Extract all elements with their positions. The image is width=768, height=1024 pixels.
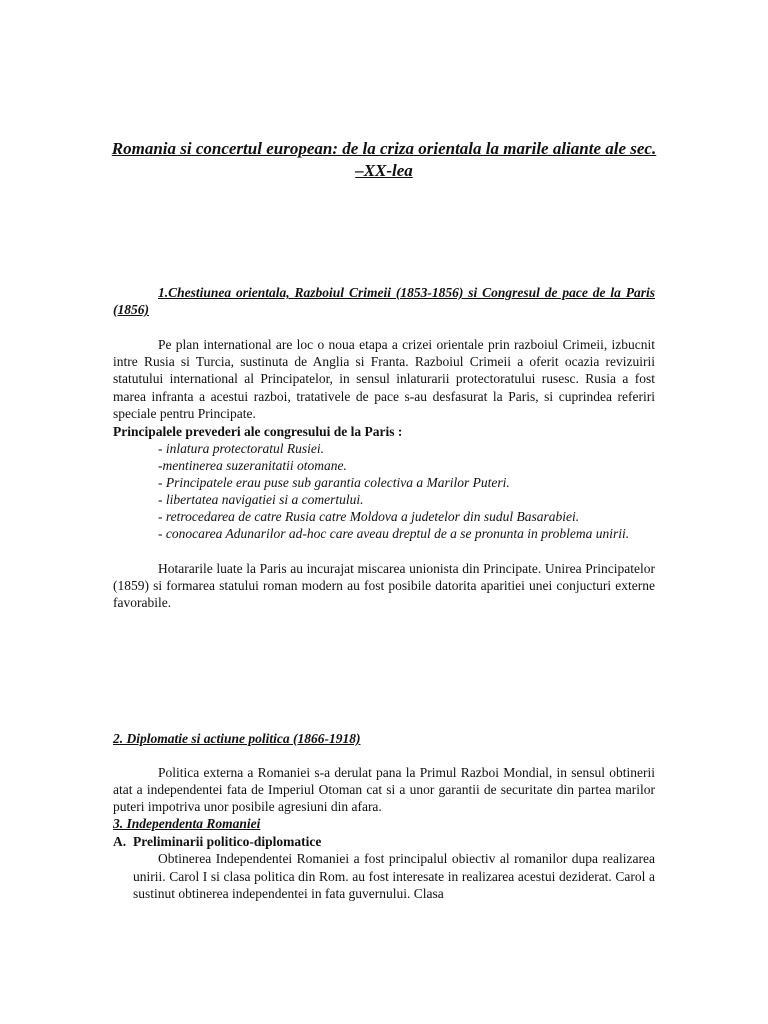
document-title: Romania si concertul european: de la criza orientala la marile aliante ale sec. –XX-lea	[111, 139, 657, 180]
subheading-text: Preliminarii politico-diplomatice	[133, 834, 322, 849]
section2-heading: 2. Diplomatie si actiune politica (1866-1918)	[113, 731, 361, 746]
section3-subheading	[113, 833, 321, 850]
list-item: - conocarea Adunarilor ad-hoc care aveau dreptul de a se pronunta in problema unirii.	[158, 526, 630, 541]
section3-heading: 3. Independenta Romaniei	[113, 816, 261, 831]
subheading-label: A.	[113, 834, 127, 849]
list-item: - inlatura protectoratul Rusiei.	[158, 441, 324, 456]
section1-heading: 1.Chestiunea orientala, Razboiul Crimeii (1853-1856) si Congresul de pace de la Paris (1856)	[113, 285, 655, 317]
list-item: - libertatea navigatiei si a comertului.	[158, 492, 364, 507]
list-item: -mentinerea suzeranitatii otomane.	[158, 458, 347, 473]
list-item: - retrocedarea de catre Rusia catre Moldova a judetelor din sudul Basarabiei.	[158, 509, 580, 524]
provisions-list	[113, 440, 655, 542]
section1-paragraph-1: Pe plan international are loc o noua etapa a crizei orientale prin razboiul Crimeii, izbucnit intre Rusia si Turcia, sustinuta de Anglia si Franta. Razboiul Crimeii a oferit ocazia revizuirii statutului international al Principatelor, in sensul inlaturarii protectoratului rusesc. Rusia a fost marea infranta a acestui razboi, tratativele de pace s-au desfasurat la Paris, si cuprindea referiri speciale pentru Principate.	[113, 337, 655, 421]
section1-paragraph-2: Hotararile luate la Paris au incurajat miscarea unionista din Principate. Unirea Principatelor (1859) si formarea statului roman modern au fost posibile datorita aparitiei unei conjucturi externe favorabile.	[113, 561, 655, 611]
section3-paragraph: Obtinerea Independentei Romaniei a fost principalul obiectiv al romanilor dupa realizarea unirii. Carol I si clasa politica din Rom. au fost interesate in realizarea acestui deziderat. Carol a sustinut obtinerea independentei in fata guvernului. Clasa	[133, 851, 655, 901]
list-item: - Principatele erau puse sub garantia colectiva a Marilor Puteri.	[158, 475, 510, 490]
section2-paragraph: Politica externa a Romaniei s-a derulat pana la Primul Razboi Mondial, in sensul obtinerii atat a independentei fata de Imperiul Otoman cat si a unor garantii de securitate din partea marilor puteri impotriva unor posibile agresiuni din afara.	[113, 765, 655, 815]
provisions-heading: Principalele prevederi ale congresului de la Paris :	[113, 424, 403, 439]
